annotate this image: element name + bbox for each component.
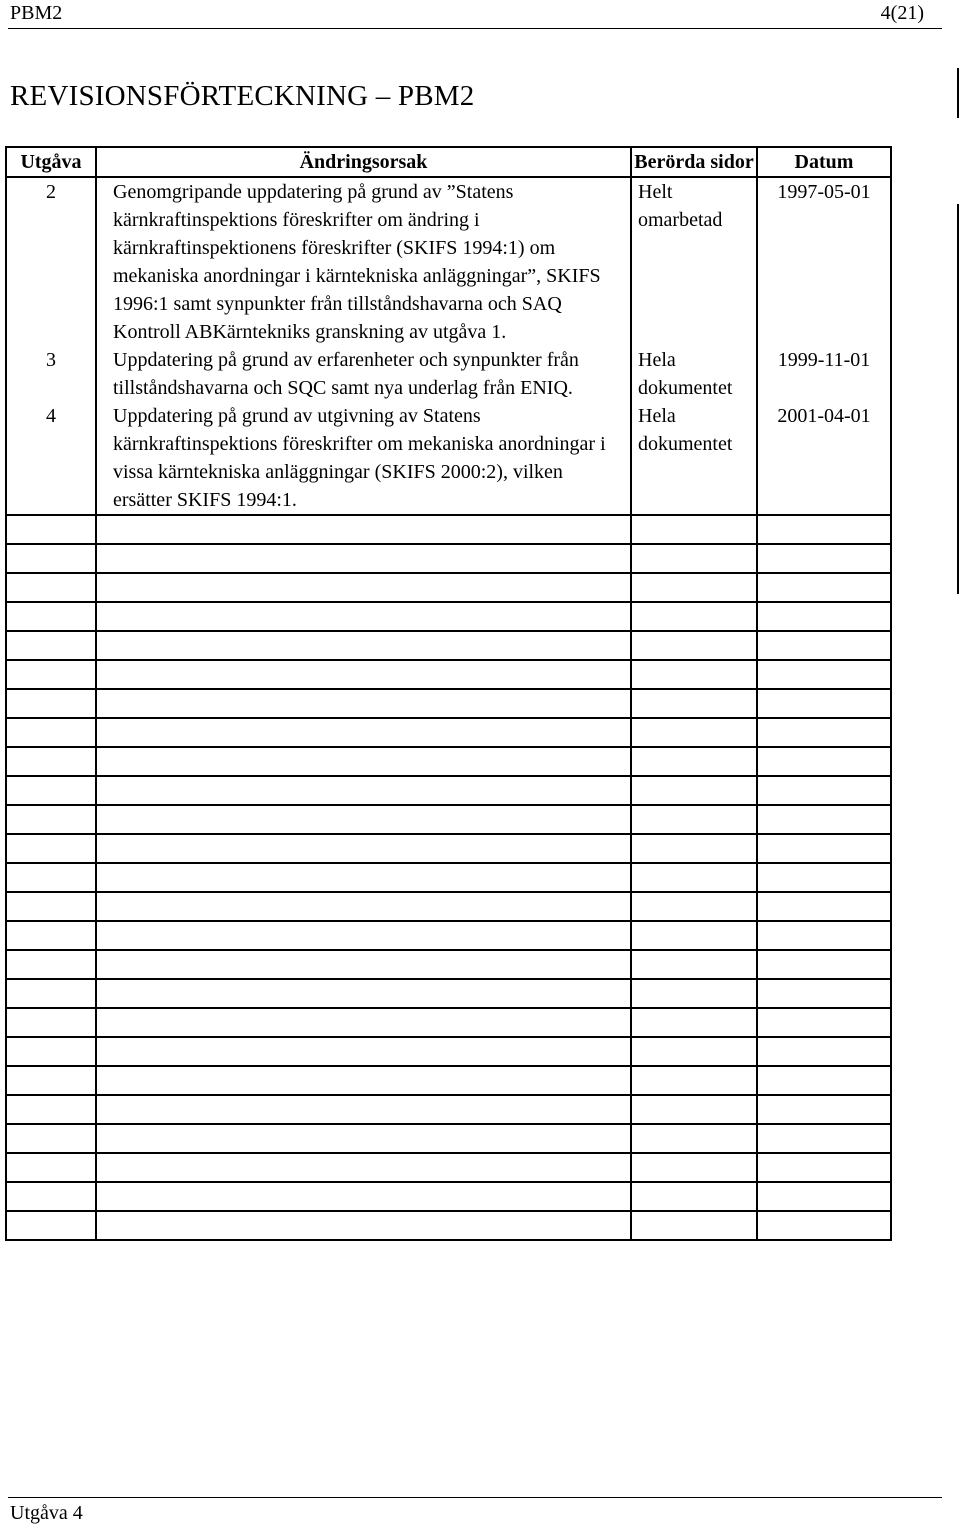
- empty-table-row: [6, 979, 891, 1008]
- header-page-number: 4(21): [880, 2, 924, 24]
- empty-cell: [757, 718, 891, 747]
- empty-cell: [6, 631, 96, 660]
- cell-datum: 1997-05-01: [757, 177, 891, 346]
- empty-table-row: [6, 1066, 891, 1095]
- cell-utgava: 4: [6, 402, 96, 515]
- empty-cell: [96, 573, 631, 602]
- empty-table-row: [6, 1037, 891, 1066]
- cell-datum: 1999-11-01: [757, 346, 891, 402]
- cell-utgava: 2: [6, 177, 96, 346]
- empty-cell: [96, 1153, 631, 1182]
- footer-rule: [8, 1497, 942, 1498]
- empty-table-row: [6, 1095, 891, 1124]
- empty-cell: [757, 1008, 891, 1037]
- empty-cell: [631, 689, 757, 718]
- empty-cell: [6, 1095, 96, 1124]
- empty-cell: [631, 979, 757, 1008]
- empty-cell: [96, 602, 631, 631]
- empty-cell: [757, 1153, 891, 1182]
- header-doc-id: PBM2: [10, 2, 63, 24]
- empty-cell: [631, 863, 757, 892]
- change-bar: [957, 68, 959, 118]
- empty-cell: [757, 660, 891, 689]
- cell-andringsorsak: Uppdatering på grund av utgivning av Statens kärnkraftinspektions föreskrifter om mekaniska anordningar i vissa kärntekniska anläggningar (SKIFS 2000:2), vilken ersätter SKIFS 1994:1.: [96, 402, 631, 515]
- empty-table-row: [6, 718, 891, 747]
- empty-cell: [6, 776, 96, 805]
- empty-cell: [6, 1182, 96, 1211]
- empty-cell: [631, 834, 757, 863]
- empty-table-row: [6, 776, 891, 805]
- empty-cell: [6, 1153, 96, 1182]
- empty-table-row: [6, 515, 891, 544]
- empty-cell: [6, 602, 96, 631]
- empty-cell: [96, 689, 631, 718]
- empty-table-row: [6, 573, 891, 602]
- empty-cell: [757, 544, 891, 573]
- empty-cell: [96, 776, 631, 805]
- empty-cell: [631, 631, 757, 660]
- cell-andringsorsak: Uppdatering på grund av erfarenheter och synpunkter från tillståndshavarna och SQC samt nya underlag från ENIQ.: [96, 346, 631, 402]
- empty-cell: [757, 1211, 891, 1240]
- empty-cell: [631, 1066, 757, 1095]
- empty-cell: [631, 1211, 757, 1240]
- empty-cell: [631, 1182, 757, 1211]
- empty-cell: [96, 1211, 631, 1240]
- empty-cell: [6, 1008, 96, 1037]
- empty-cell: [6, 1124, 96, 1153]
- table-header-row: [6, 147, 891, 177]
- empty-cell: [757, 834, 891, 863]
- empty-cell: [757, 979, 891, 1008]
- empty-cell: [6, 544, 96, 573]
- empty-table-row: [6, 892, 891, 921]
- empty-table-row: [6, 950, 891, 979]
- empty-cell: [6, 1066, 96, 1095]
- empty-table-row: [6, 631, 891, 660]
- empty-cell: [757, 515, 891, 544]
- empty-cell: [6, 747, 96, 776]
- empty-cell: [757, 747, 891, 776]
- empty-cell: [757, 1124, 891, 1153]
- empty-table-row: [6, 1008, 891, 1037]
- empty-cell: [757, 1037, 891, 1066]
- table-row: [6, 346, 891, 402]
- empty-cell: [96, 1095, 631, 1124]
- empty-cell: [6, 979, 96, 1008]
- header-rule: [8, 28, 942, 29]
- empty-cell: [757, 950, 891, 979]
- empty-cell: [6, 834, 96, 863]
- empty-table-row: [6, 1182, 891, 1211]
- empty-cell: [757, 631, 891, 660]
- empty-cell: [6, 573, 96, 602]
- empty-cell: [6, 1211, 96, 1240]
- empty-cell: [757, 921, 891, 950]
- empty-cell: [6, 950, 96, 979]
- empty-table-row: [6, 689, 891, 718]
- empty-cell: [757, 689, 891, 718]
- empty-cell: [6, 863, 96, 892]
- empty-cell: [631, 515, 757, 544]
- empty-table-row: [6, 1211, 891, 1240]
- empty-cell: [96, 1037, 631, 1066]
- empty-cell: [631, 1008, 757, 1037]
- empty-table-row: [6, 863, 891, 892]
- empty-cell: [96, 544, 631, 573]
- empty-cell: [6, 921, 96, 950]
- empty-rows: [6, 515, 891, 1240]
- empty-cell: [6, 892, 96, 921]
- empty-table-row: [6, 834, 891, 863]
- empty-cell: [631, 1124, 757, 1153]
- empty-cell: [631, 776, 757, 805]
- empty-cell: [6, 805, 96, 834]
- empty-cell: [631, 892, 757, 921]
- empty-cell: [757, 1182, 891, 1211]
- empty-table-row: [6, 805, 891, 834]
- empty-cell: [96, 863, 631, 892]
- empty-cell: [757, 1095, 891, 1124]
- empty-cell: [757, 602, 891, 631]
- empty-cell: [631, 950, 757, 979]
- empty-cell: [96, 718, 631, 747]
- empty-cell: [757, 863, 891, 892]
- empty-cell: [96, 1066, 631, 1095]
- empty-cell: [631, 718, 757, 747]
- empty-cell: [96, 834, 631, 863]
- empty-cell: [631, 1037, 757, 1066]
- empty-cell: [757, 573, 891, 602]
- footer-edition: Utgåva 4: [10, 1502, 83, 1524]
- empty-cell: [631, 544, 757, 573]
- empty-cell: [631, 747, 757, 776]
- empty-cell: [6, 660, 96, 689]
- empty-cell: [6, 689, 96, 718]
- empty-cell: [96, 950, 631, 979]
- empty-cell: [6, 1037, 96, 1066]
- empty-cell: [631, 1153, 757, 1182]
- empty-cell: [631, 602, 757, 631]
- empty-cell: [6, 718, 96, 747]
- empty-cell: [631, 573, 757, 602]
- table-row: [6, 177, 891, 346]
- empty-cell: [631, 921, 757, 950]
- change-bar: [957, 204, 959, 594]
- empty-cell: [96, 1182, 631, 1211]
- empty-table-row: [6, 1153, 891, 1182]
- cell-berorda-sidor: Helt omarbetad: [631, 177, 757, 346]
- empty-cell: [96, 979, 631, 1008]
- empty-cell: [96, 631, 631, 660]
- empty-table-row: [6, 921, 891, 950]
- empty-cell: [757, 892, 891, 921]
- empty-table-row: [6, 602, 891, 631]
- cell-datum: 2001-04-01: [757, 402, 891, 515]
- empty-cell: [757, 805, 891, 834]
- column-header-andringsorsak: Ändringsorsak: [96, 147, 631, 177]
- cell-utgava: 3: [6, 346, 96, 402]
- empty-cell: [96, 921, 631, 950]
- table-row: [6, 402, 891, 515]
- empty-cell: [631, 805, 757, 834]
- empty-table-row: [6, 747, 891, 776]
- empty-cell: [96, 892, 631, 921]
- empty-cell: [631, 660, 757, 689]
- page-title: REVISIONSFÖRTECKNING – PBM2: [10, 80, 475, 112]
- empty-table-row: [6, 1124, 891, 1153]
- empty-cell: [96, 747, 631, 776]
- empty-cell: [96, 1124, 631, 1153]
- cell-berorda-sidor: Hela dokumentet: [631, 402, 757, 515]
- empty-cell: [96, 515, 631, 544]
- column-header-utgava: Utgåva: [6, 147, 96, 177]
- cell-berorda-sidor: Hela dokumentet: [631, 346, 757, 402]
- cell-andringsorsak: Genomgripande uppdatering på grund av ”Statens kärnkraftinspektions föreskrifter om ändring i kärnkraftinspektionens föreskrifter (SKIFS 1994:1) om mekaniska anordningar i kärntekniska anläggningar”, SKIFS 1996:1 samt synpunkter från tillståndshavarna och SAQ Kontroll ABKärntekniks granskning av utgåva 1.: [96, 177, 631, 346]
- empty-cell: [96, 660, 631, 689]
- empty-cell: [96, 805, 631, 834]
- revision-table: [5, 146, 892, 1241]
- empty-cell: [757, 1066, 891, 1095]
- column-header-berorda-sidor: Berörda sidor: [631, 147, 757, 177]
- empty-cell: [631, 1095, 757, 1124]
- empty-cell: [96, 1008, 631, 1037]
- empty-cell: [757, 776, 891, 805]
- empty-table-row: [6, 544, 891, 573]
- empty-cell: [6, 515, 96, 544]
- empty-table-row: [6, 660, 891, 689]
- column-header-datum: Datum: [757, 147, 891, 177]
